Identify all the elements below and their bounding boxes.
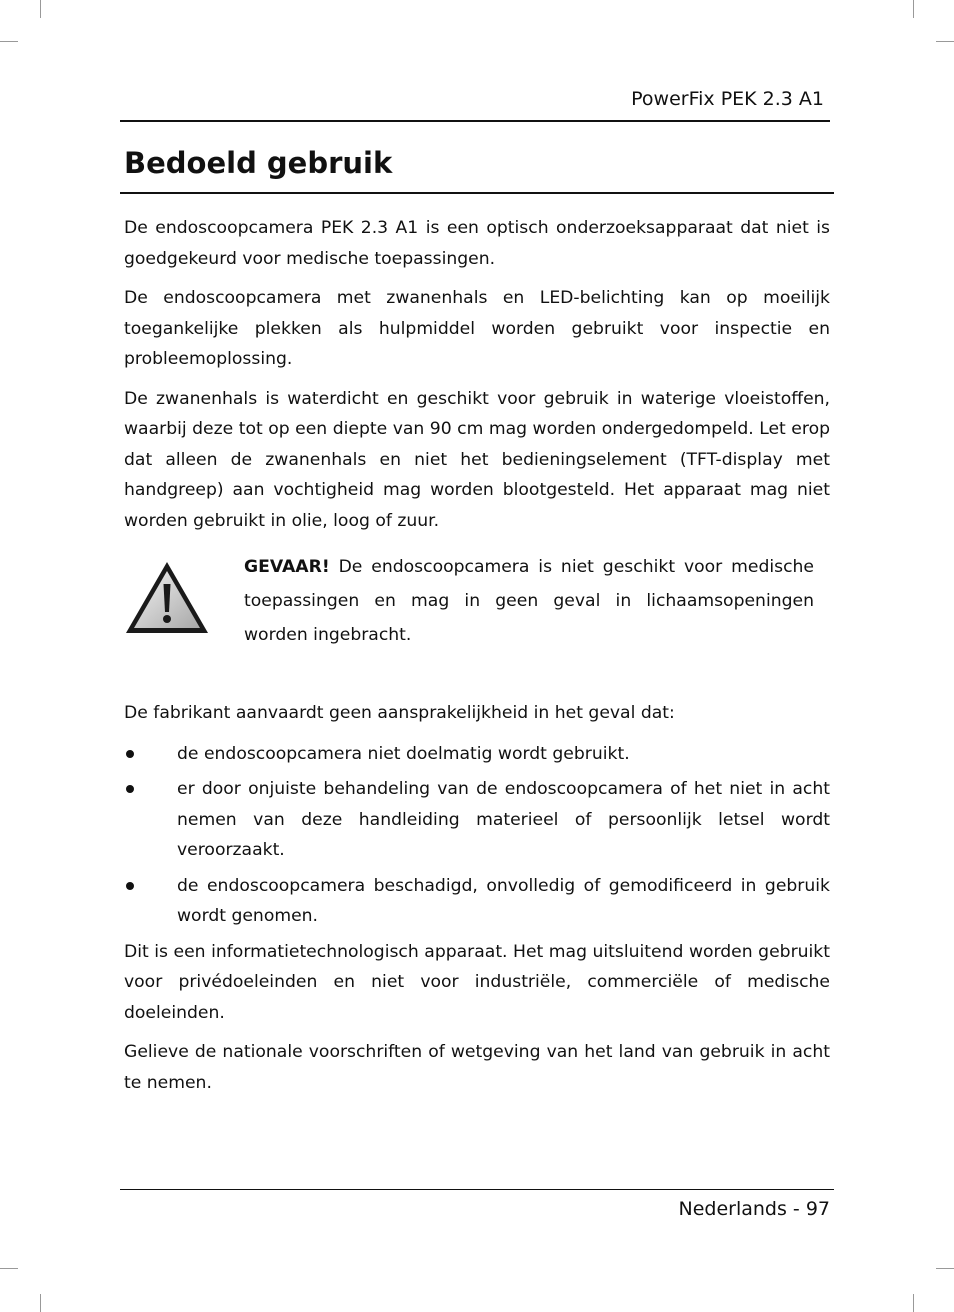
warning-triangle-icon — [124, 560, 210, 636]
list-item — [124, 739, 830, 770]
warning-label: GEVAAR! — [244, 557, 330, 577]
running-header: PowerFix PEK 2.3 A1 — [631, 88, 824, 110]
list-item-text: de endoscoopcamera beschadigd, onvolledig of gemodificeerd in gebruik wordt genomen. — [177, 875, 830, 926]
bullet-icon — [126, 882, 134, 890]
bullet-icon — [126, 750, 134, 758]
bullet-icon — [126, 785, 134, 793]
paragraph: Gelieve de nationale voorschriften of wetgeving van het land van gebruik in acht te nemen. — [124, 1042, 830, 1093]
crop-mark — [0, 41, 18, 42]
page-number: Nederlands - 97 — [678, 1198, 830, 1220]
paragraph: De zwanenhals is waterdicht en geschikt voor gebruik in waterige vloeistoffen, waarbij deze tot op een diepte van 90 cm mag worden ondergedompeld. Let erop dat alleen de zwanenhals en niet het bedieningselement (TFT-display met handgreep) aan vochtigheid mag worden blootgesteld. Het apparaat mag niet worden gebruikt in olie, loog of zuur. — [124, 388, 830, 531]
paragraph: De endoscoopcamera PEK 2.3 A1 is een optisch onderzoeksapparaat dat niet is goedgekeurd voor medische toepassingen. — [124, 218, 830, 269]
main-content — [124, 213, 830, 1107]
paragraph: De endoscoopcamera met zwanenhals en LED-belichting kan op moeilijk toegankelijke plekken als hulpmiddel worden gebruikt voor inspectie en probleemoplossing. — [124, 288, 830, 369]
crop-mark — [0, 1268, 18, 1269]
page-title: Bedoeld gebruik — [124, 146, 393, 180]
list-item-text: de endoscoopcamera niet doelmatig wordt gebruikt. — [177, 743, 630, 764]
list-item-text: er door onjuiste behandeling van de endoscoopcamera of het niet in acht nemen van deze handleiding materieel of persoonlijk letsel wordt veroorzaakt. — [177, 779, 830, 860]
list-item — [124, 774, 830, 866]
danger-warning — [124, 550, 830, 674]
crop-mark — [40, 0, 41, 18]
liability-list — [124, 739, 830, 932]
warning-body: De endoscoopcamera is niet geschikt voor medische toepassingen en mag in geen geval in lichaamsopeningen worden ingebracht. — [244, 557, 814, 645]
title-rule — [120, 192, 834, 194]
crop-mark — [913, 0, 914, 18]
paragraph: Dit is een informatietechnologisch apparaat. Het mag uitsluitend worden gebruikt voor privédoeleinden en niet voor industriële, commerciële of medische doeleinden. — [124, 941, 830, 1023]
footer-rule — [120, 1189, 834, 1190]
crop-mark — [40, 1294, 41, 1312]
header-rule — [120, 120, 830, 122]
warning-text — [244, 550, 814, 652]
crop-mark — [936, 1268, 954, 1269]
crop-mark — [913, 1294, 914, 1312]
list-item — [124, 871, 830, 932]
liability-intro: De fabrikant aanvaardt geen aansprakelijkheid in het geval dat: — [124, 703, 675, 723]
crop-mark — [936, 41, 954, 42]
